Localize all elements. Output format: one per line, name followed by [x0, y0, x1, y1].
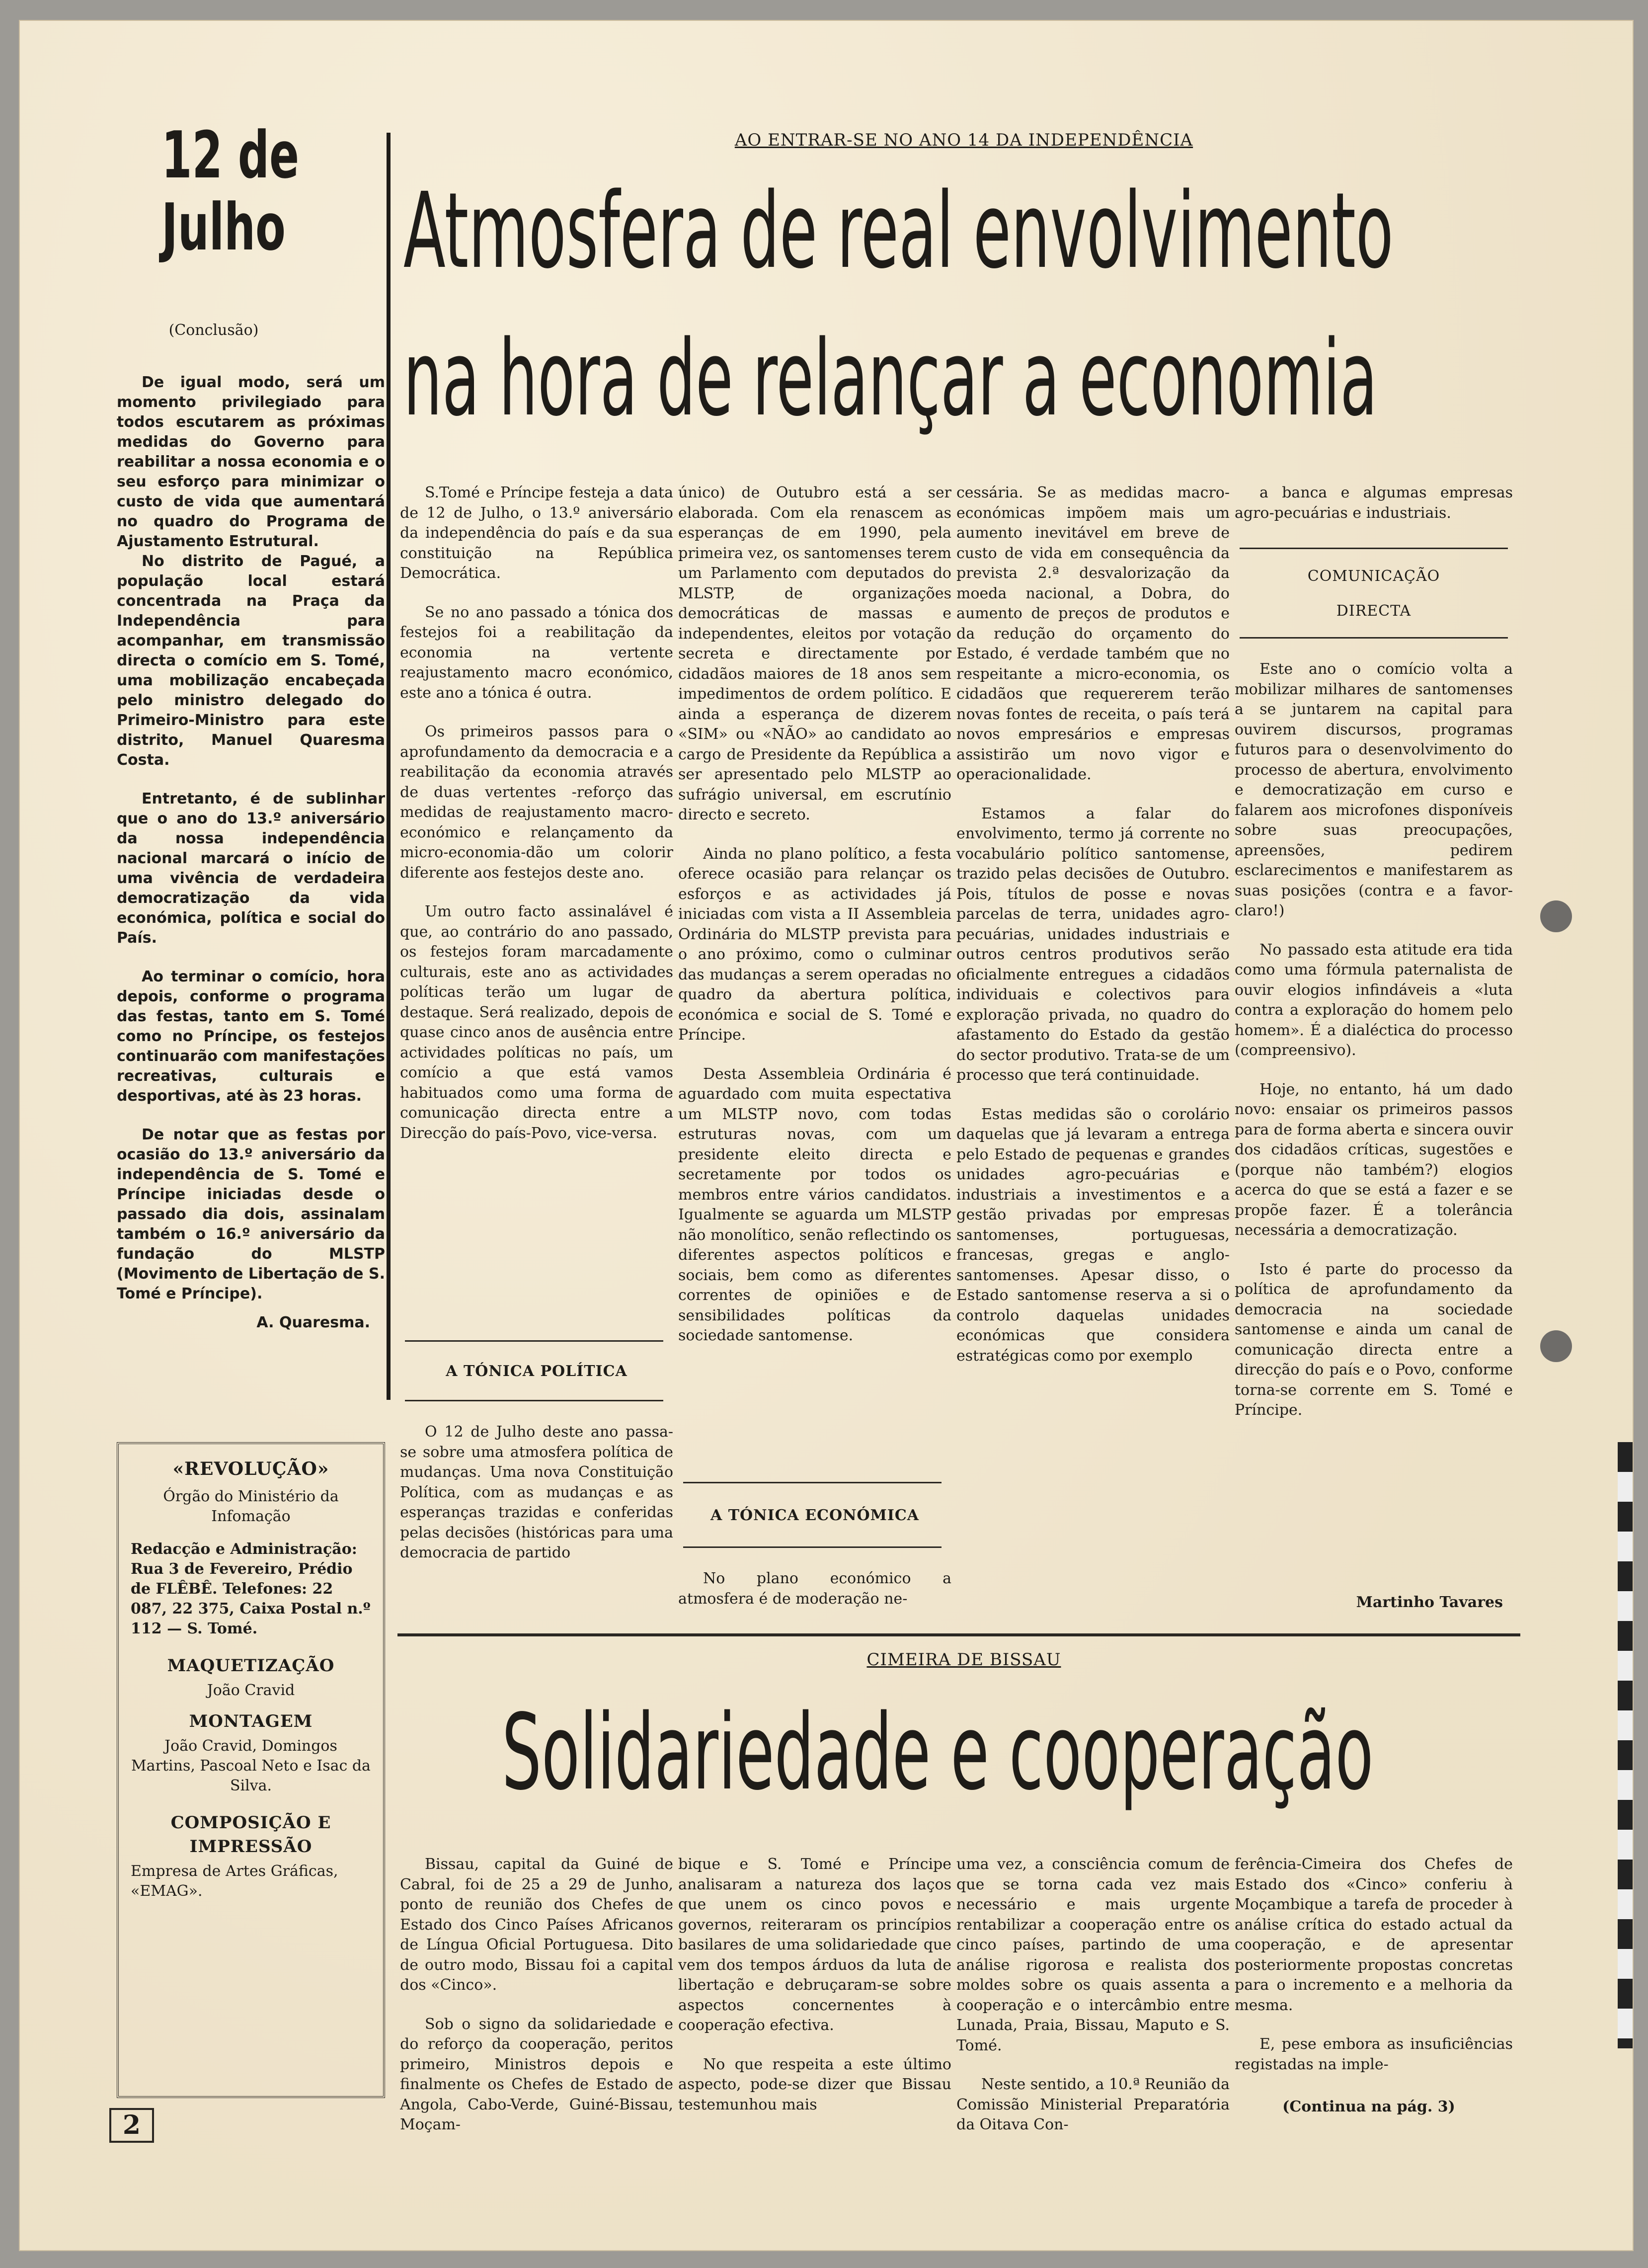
rule — [405, 1340, 663, 1342]
body-paragraph: No plano económico a atmosfera é de moderação ne- — [678, 1570, 951, 1608]
body-paragraph: No passado esta atitude era tida como uma fórmula paternalista de ouvir elogios infindáveis a «luta contra a exploração do homem pelo homem». É a dialéctica do processo (compreensivo). — [1235, 941, 1513, 1059]
article1-kicker: AO ENTRAR-SE NO ANO 14 DA INDEPENDÊNCIA — [734, 130, 1193, 150]
article1-column-4-top — [1235, 483, 1513, 523]
sidebar-signature: A. Quaresma. — [256, 1314, 370, 1331]
article2-column-4 — [1235, 1855, 1513, 2075]
masthead-organ: Órgão do Ministério da Infomação — [163, 1488, 339, 1525]
column-divider — [387, 133, 391, 1400]
rule — [1240, 637, 1508, 639]
masthead-redaction: Redacção e Administração: Rua 3 de Fevereiro, Prédio de FLÊBÊ. Telefones: 22 087, 22 375, Caixa Postal n.º 112 — S. Tomé. — [131, 1540, 371, 1637]
article1-headline-line1: Atmosfera de real envolvimento — [403, 170, 1394, 292]
sidebar-paragraph: Ao terminar o comício, hora depois, conforme o programa das festas, tanto em S. Tomé como no Príncipe, os festejos continuarão com manifestações recreativas, culturais e desportivas, até às 23 horas. — [117, 968, 385, 1105]
article1-column-1-after — [400, 1422, 673, 1563]
body-paragraph: O 12 de Julho deste ano passa-se sobre uma atmosfera política de mudanças. Uma nova Constituição Política, com as mudanças e as esperanças trazidas e conferidas pelas decisões (históricas para uma democracia de partido — [400, 1423, 673, 1561]
sidebar-body — [117, 373, 385, 1333]
body-paragraph: Sob o signo da solidariedade e do reforço da cooperação, peritos primeiro, Ministros depois e finalmente os Chefes de Estado de Angola, Cabo-Verde, Guiné-Bissau, Moçam- — [400, 2015, 673, 2133]
body-paragraph: bique e S. Tomé e Príncipe analisaram a natureza dos laços que unem os cinco povos e governos, reiteraram os princípios basilares de uma solidariedade que vem dos tempos árduos da luta de libertação e debruçaram-se sobre aspectos concernentes à cooperação efectiva. — [678, 1856, 951, 2034]
article2-continued: (Continua na pág. 3) — [1282, 2098, 1455, 2115]
article1-subhead-economica: A TÓNICA ECONÓMICA — [710, 1507, 920, 1524]
body-paragraph: E, pese embora as insuficiências registadas na imple- — [1235, 2035, 1513, 2073]
article-separator — [397, 1633, 1520, 1636]
body-paragraph: cessária. Se as medidas macro-económicas impõem mais um aumento inevitável em breve de custo de vida em consequência da prevista 2.ª desvalorização da moeda nacional, a Dobra, do aumento de preços de produtos e da redução do orçamento do Estado, é verdade também que no respeitante a micro-economia, os cidadãos que requererem terão novas fontes de receita, o país terá novos empresários e empresas assistirão um novo vigor e operacionalidade. — [956, 484, 1230, 783]
punch-hole — [1540, 900, 1572, 932]
rule — [405, 1400, 663, 1401]
sidebar-title-line1: 12 de — [161, 117, 300, 193]
article1-subhead-directa: DIRECTA — [1336, 602, 1412, 620]
article2-headline: Solidariedade e cooperação — [502, 1692, 1374, 1813]
body-paragraph: S.Tomé e Príncipe festeja a data de 12 de Julho, o 13.º aniversário da independência do país e da sua constituição na República Democrática. — [400, 484, 673, 582]
body-paragraph: a banca e algumas empresas agro-pecuárias e industriais. — [1235, 484, 1513, 522]
body-paragraph: Se no ano passado a tónica dos festejos foi a reabilitação da economia na vertente reajustamento macro económico, este ano a tónica é outra. — [400, 603, 673, 702]
sidebar-paragraph: No distrito de Pagué, a população local estará concentrada na Praça da Independência para acompanhar, em transmissão directa o comício em S. Tomé, uma mobilização encabeçada pelo ministro delegado do Primeiro-Ministro para este distrito, Manuel Quaresma Costa. — [117, 553, 385, 769]
page-number: 2 — [109, 2108, 154, 2143]
body-paragraph: uma vez, a consciência comum de que se torna cada vez mais necessário e mais urgente rentabilizar a cooperação entre os cinco países, partindo de uma análise rigorosa e realista dos moldes sobre os quais assenta a cooperação e o intercâmbio entre Lunada, Praia, Bissau, Maputo e S. Tomé. — [956, 1856, 1230, 2054]
montage-names: João Cravid, Domingos Martins, Pascoal Neto e Isac da Silva. — [131, 1737, 371, 1794]
sidebar-paragraph: De igual modo, será um momento privilegiado para todos escutarem as próximas medidas do Governo para reabilitar a nossa economia e o seu esforço para minimizar o custo de vida que aumentará no quadro do Programa de Ajustamento Estrutural. — [117, 374, 385, 550]
layout-label: MAQUETIZAÇÃO — [167, 1656, 335, 1676]
sidebar-paragraph: Entretanto, é de sublinhar que o ano do 13.º aniversário da nossa independência nacional marcará o início de uma vivência de verdadeira democratização da vida económica, política e social do País. — [117, 790, 385, 947]
body-paragraph: No que respeita a este último aspecto, pode-se dizer que Bissau testemunhou mais — [678, 2055, 951, 2113]
body-paragraph: Os primeiros passos para o aprofundamento da democracia e a reabilitação da economia através de duas vertentes -reforço das medidas de reajustamento macro-económico e relançamento da micro-economia-dão um colorir diferente aos festejos deste ano. — [400, 723, 673, 882]
body-paragraph: ferência-Cimeira dos Chefes de Estado dos «Cinco» conferiu à Moçambique a tarefa de proceder à análise crítica do estado actual da cooperação, e de apresentar posteriormente propostas concretas para o incremento e a melhoria da mesma. — [1235, 1856, 1513, 2014]
body-paragraph: Bissau, capital da Guiné de Cabral, foi de 25 a 29 de Junho, ponto de reunião dos Chefes de Estado dos Cinco Países Africanos de Língua Oficial Portuguesa. Dito de outro modo, Bissau foi a capital dos «Cinco». — [400, 1856, 673, 1994]
montage-label: MONTAGEM — [189, 1711, 313, 1731]
article1-column-4 — [1235, 659, 1513, 1421]
body-paragraph: Estas medidas são o corolário daquelas que já levaram a entrega pelo Estado de pequenas e grandes unidades agro-pecuárias e industriais a investimentos e a gestão privadas por empresas santomenses, portuguesas, francesas, gregas e anglo-santomenses. Apesar disso, o Estado santomense reserva a si o controlo daquelas unidades económicas que considera estratégicas como por exemplo — [956, 1105, 1230, 1365]
rule — [683, 1482, 942, 1483]
sidebar-conclusion: (Conclusão) — [168, 322, 259, 339]
article2-column-2 — [678, 1855, 951, 2115]
rule — [683, 1546, 942, 1548]
article1-subhead-comunicacao: COMUNICAÇÃO — [1307, 567, 1440, 585]
sidebar-paragraph: De notar que as festas por ocasião do 13.º aniversário da independência de S. Tomé e Príncipe iniciadas desde o passado dia dois, assinalam também o 16.º aniversário da fundação do MLSTP (Movimento de Libertação de S. Tomé e Príncipe). — [117, 1126, 385, 1302]
masthead-name: «REVOLUÇÃO» — [172, 1458, 329, 1479]
printer-name: Empresa de Artes Gráficas, «EMAG». — [131, 1863, 338, 1900]
body-paragraph: Isto é parte do processo da política de aprofundamento da democracia na sociedade santomense e ainda um canal de comunicação directa entre a direcção do país e o Povo, conforme torna-se corrente em S. Tomé e Príncipe. — [1235, 1260, 1513, 1419]
article1-column-1 — [400, 483, 673, 1143]
body-paragraph: Estamos a falar do envolvimento, termo já corrente no vocabulário político santomense, trazido pelas decisões de Outubro. Pois, títulos de posse e novas parcelas de terra, unidades agro-pecuárias, unidades industriais e outros centros produtivos serão oficialmente entregues a cidadãos individuais e colectivos para exploração privada, no quadro do afastamento do Estado da gestão do sector produtivo. Trata-se de um processo que terá continuidade. — [956, 805, 1230, 1084]
masthead-box — [117, 1442, 385, 2098]
article1-column-2 — [678, 483, 951, 1346]
article1-subhead-politica: A TÓNICA POLÍTICA — [446, 1363, 628, 1380]
body-paragraph: Hoje, no entanto, há um dado novo: ensaiar os primeiros passos para de forma aberta e sincera ouvir dos cidadãos críticas, sugestões e (porque não também?) elogios acerca do que se está a fazer e se propõe fazer. É a tolerância necessária a democratização. — [1235, 1080, 1513, 1239]
article2-column-3 — [956, 1855, 1230, 2135]
article1-signature: Martinho Tavares — [1356, 1594, 1503, 1611]
newspaper-page — [19, 20, 1634, 2251]
article1-column-3 — [956, 483, 1230, 1366]
body-paragraph: Ainda no plano político, a festa oferece ocasião para relançar os esforços e as actividades já iniciadas com vista a II Assembleia Ordinária do MLSTP prevista para o ano próximo, como o culminar das mudanças a serem operadas no quadro da abertura política, económica e social de S. Tomé e Príncipe. — [678, 845, 951, 1044]
scale-strip — [1618, 1442, 1633, 2048]
body-paragraph: Desta Assembleia Ordinária é aguardado com muita espectativa um MLSTP novo, com todas estruturas novas, com um presidente eleito directa e secretamente por todos os membros entre vários candidatos. Igualmente se aguarda um MLSTP não monolítico, senão reflectindo os diferentes aspectos políticos e sociais, bem como as diferentes correntes de opiniões e de sensibilidades políticas da sociedade santomense. — [678, 1065, 951, 1344]
layout-name: João Cravid — [207, 1682, 295, 1699]
article2-column-1 — [400, 1855, 673, 2135]
body-paragraph: Um outro facto assinalável é que, ao contrário do ano passado, os festejos foram marcadamente culturais, este ano as actividades políticas terão um lugar de destaque. Será realizado, depois de quase cinco anos de ausência entre actividades políticas no país, um comício a que está vamos habituados como uma forma de comunicação directa entre a Direcção do país-Povo, vice-versa. — [400, 903, 673, 1142]
article2-kicker: CIMEIRA DE BISSAU — [866, 1650, 1061, 1670]
rule — [1240, 548, 1508, 549]
sidebar-title-line2: Julho — [161, 189, 286, 265]
print-label-2: IMPRESSÃO — [189, 1837, 313, 1857]
body-paragraph: Neste sentido, a 10.ª Reunião da Comissão Ministerial Preparatória da Oitava Con- — [956, 2076, 1230, 2133]
article1-headline-line2: na hora de relançar a economia — [403, 318, 1378, 439]
article1-column-2-after — [678, 1569, 951, 1609]
print-label-1: COMPOSIÇÃO E — [170, 1813, 331, 1833]
punch-hole — [1540, 1330, 1572, 1362]
body-paragraph: Este ano o comício volta a mobilizar milhares de santomenses a se juntarem na capital para ouvirem discursos, programas futuros para o desenvolvimento do processo de abertura, envolvimento e democratização em curso e falarem aos microfones disponíveis sobre suas preocupações, apreensões, pedirem esclarecimentos e manifestarem as suas posições (contra e a favor-claro!) — [1235, 660, 1513, 919]
body-paragraph: único) de Outubro está a ser elaborada. Com ela renascem as esperanças de em 1990, pela primeira vez, os santomenses terem um Parlamento com deputados do MLSTP, de organizações democráticas de massas e independentes, eleitos por votação secreta e directamente por cidadãos maiores de 18 anos sem impedimentos de ordem político. E ainda a esperança de dizerem «SIM» ou «NÃO» ao candidato ao cargo de Presidente da República a ser apresentado pelo MLSTP ao sufrágio universal, em escrutínio directo e secreto. — [678, 484, 951, 823]
